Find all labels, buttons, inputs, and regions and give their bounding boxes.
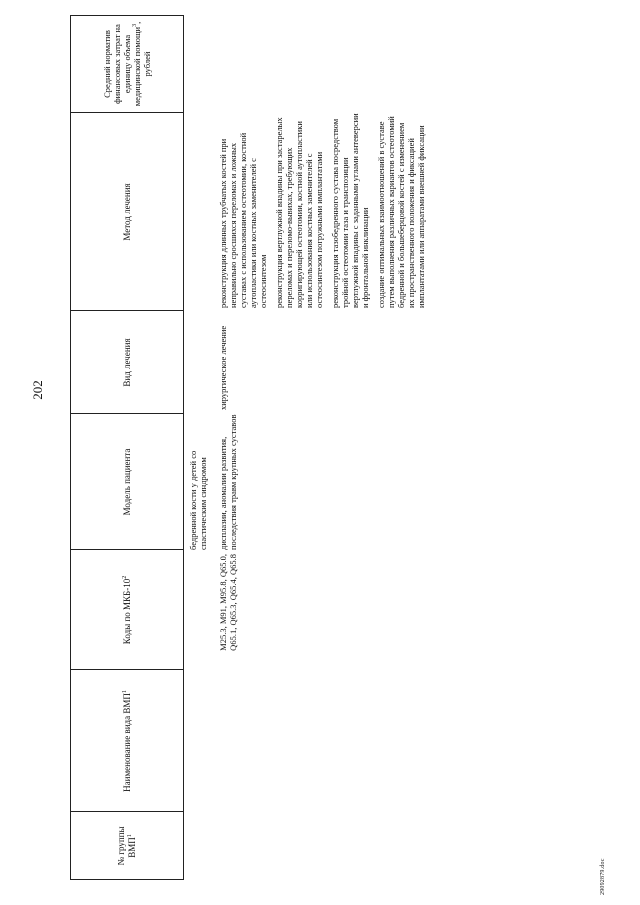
- patient-model-continued: бедренной кости у детей со спастическим синдромом: [188, 450, 208, 550]
- method-item: реконструкция длинных трубчатых костей при неправильно сросшихся переломах и ложных суставах с использованием остеотомии, костной аутопластики или костных заменителей с остеосинтезом: [218, 132, 268, 308]
- page-number: 202: [30, 380, 45, 400]
- header-patient-model: Модель пациента: [121, 448, 132, 516]
- method-item: реконструкция вертлужной впадины при застарелых переломах и переломо-вывихах, требующих корригирующей остеотомии, костной аутопластики или использования костных заменителей с остеосинтезом погружными имплантатами: [274, 117, 324, 308]
- document-footer: 29092879.doc: [600, 858, 606, 895]
- table-border: [71, 15, 183, 16]
- header-treatment-method: Метод лечения: [121, 183, 132, 241]
- table-header: [70, 15, 184, 880]
- patient-model-cell: дисплазии, аномалии развития, последствия травм крупных суставов: [218, 414, 238, 550]
- method-item: реконструкция тазобедренного сустава посредством тройной остеотомии таза и транспозиции вертлужной впадины с заданными углами антеверсии и фронтальной инклинации: [330, 113, 370, 308]
- header-vmp-name: Наименование вида ВМП$^1$: [121, 690, 132, 792]
- treatment-type-cell: хирургическое лечение: [218, 325, 228, 410]
- method-item: создание оптимальных взаимоотношений в суставе путем выполнения различных вариантов остеотомий бедренной и большеберцовой костей с изменением их пространственного положения и фиксацией имплантатами или аппаратами внешней фиксации: [376, 116, 426, 308]
- icd-codes-cell: M25.3, M91, M95.8, Q65.0, Q65.1, Q65.3, Q65.4, Q65.8: [218, 554, 238, 651]
- header-treatment-type: Вид лечения: [121, 338, 132, 387]
- treatment-method-cell: [218, 113, 432, 308]
- header-group-number: № группы ВМП$^1$: [116, 826, 137, 866]
- header-icd-codes: Коды по МКБ-$10^2$: [121, 575, 132, 645]
- rotated-table: [70, 15, 585, 880]
- header-average-cost: Средний норматив финансовых затрат на единицу объема медицинской помощи$^3$, рублей: [102, 21, 152, 107]
